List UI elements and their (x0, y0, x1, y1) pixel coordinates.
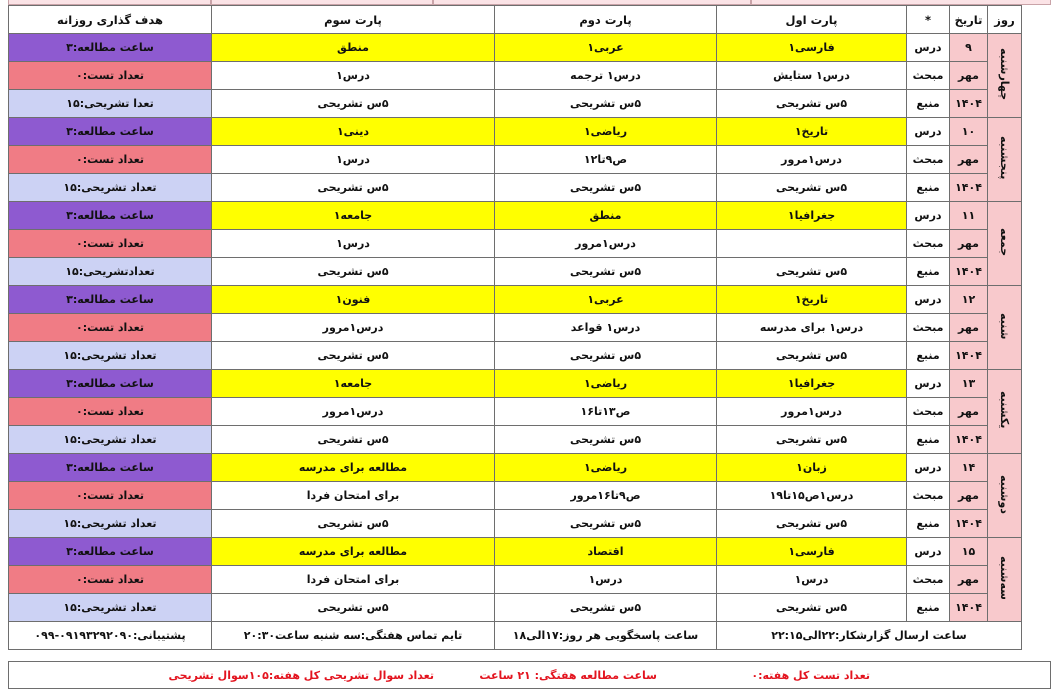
day-row (9, 174, 1022, 202)
part3-cell: فنون۱ (212, 286, 495, 314)
date-cell: ۱۰ (950, 118, 988, 146)
day-row (9, 426, 1022, 454)
part3-cell: ۵س تشریحی (212, 594, 495, 622)
row-kind-label: مبحث (907, 566, 950, 594)
part3-cell: درس۱مرور (212, 398, 495, 426)
date-cell: ۱۴۰۴ (950, 426, 988, 454)
header-part2: پارت دوم (495, 6, 717, 34)
daily-goal-cell: ساعت مطالعه:۳ (9, 454, 212, 482)
part2-cell: ص۹تا۱۶مرور (495, 482, 717, 510)
day-row (9, 146, 1022, 174)
day-row (9, 202, 1022, 230)
daily-goal-cell: تعداد تشریحی:۱۵ (9, 510, 212, 538)
part3-cell: مطالعه برای مدرسه (212, 454, 495, 482)
day-row (9, 510, 1022, 538)
date-cell: مهر (950, 482, 988, 510)
day-row (9, 482, 1022, 510)
date-cell: ۱۴۰۴ (950, 174, 988, 202)
part2-cell: ۵س تشریحی (495, 594, 717, 622)
part2-cell: ص۹تا۱۲ (495, 146, 717, 174)
part1-cell: جغرافیا۱ (717, 370, 907, 398)
part3-cell: ۵س تشریحی (212, 90, 495, 118)
row-kind-label: مبحث (907, 146, 950, 174)
daily-goal-cell: تعداد تست:۰ (9, 566, 212, 594)
date-cell: مهر (950, 398, 988, 426)
daily-goal-cell: تعداد تست:۰ (9, 230, 212, 258)
part1-cell: ۵س تشریحی (717, 174, 907, 202)
part2-cell: درس۱ قواعد (495, 314, 717, 342)
weekly-plan-table (8, 5, 1022, 650)
daily-goal-cell: تعداد تشریحی:۱۵ (9, 342, 212, 370)
part2-cell: درس۱ ترجمه (495, 62, 717, 90)
day-row (9, 286, 1022, 314)
part3-cell: درس۱ (212, 230, 495, 258)
row-kind-label: مبحث (907, 314, 950, 342)
plan-body (9, 34, 1022, 622)
daily-goal-cell: تعداد تست:۰ (9, 146, 212, 174)
date-cell: مهر (950, 146, 988, 174)
part1-cell: درس۱مرور (717, 146, 907, 174)
day-row (9, 342, 1022, 370)
weekly-summary-bar (8, 661, 1051, 689)
day-row (9, 398, 1022, 426)
header-part1: پارت اول (717, 6, 907, 34)
part1-cell: درس۱ برای مدرسه (717, 314, 907, 342)
date-cell: ۱۵ (950, 538, 988, 566)
row-kind-label: مبحث (907, 482, 950, 510)
part2-cell: منطق (495, 202, 717, 230)
part2-cell: ۵س تشریحی (495, 342, 717, 370)
part3-cell: برای امتحان فردا (212, 566, 495, 594)
summary-descriptive-total: تعداد سوال تشریحی کل هفته:۱۰۵سوال تشریحی (168, 669, 434, 682)
day-name: یکشنبه (998, 391, 1011, 429)
header-part3: پارت سوم (212, 6, 495, 34)
part2-cell: ۵س تشریحی (495, 174, 717, 202)
header-kind: * (907, 6, 950, 34)
daily-goal-cell: تعدا تشریحی:۱۵ (9, 90, 212, 118)
daily-goal-cell: ساعت مطالعه:۳ (9, 538, 212, 566)
date-cell: مهر (950, 230, 988, 258)
part2-cell: ص۱۳تا۱۶ (495, 398, 717, 426)
row-kind-label: درس (907, 202, 950, 230)
date-cell: ۱۴۰۴ (950, 594, 988, 622)
day-name: پنجشنبه (998, 136, 1011, 180)
part3-cell: برای امتحان فردا (212, 482, 495, 510)
part3-cell: جامعه۱ (212, 370, 495, 398)
day-row (9, 230, 1022, 258)
part1-cell: تاریخ۱ (717, 286, 907, 314)
row-kind-label: درس (907, 454, 950, 482)
day-row (9, 258, 1022, 286)
daily-goal-cell: تعداد تشریحی:۱۵ (9, 594, 212, 622)
day-name-cell (988, 34, 1022, 118)
footer-contact-time: تایم تماس هفتگی:سه شنبه ساعت۲۰:۳۰ (212, 622, 495, 650)
day-name: سه‌شنبه (998, 556, 1011, 600)
part3-cell: جامعه۱ (212, 202, 495, 230)
part1-cell: زبان۱ (717, 454, 907, 482)
part3-cell: منطق (212, 34, 495, 62)
daily-goal-cell: ساعت مطالعه:۳ (9, 202, 212, 230)
row-kind-label: منبع (907, 594, 950, 622)
part3-cell: درس۱مرور (212, 314, 495, 342)
footer-support: پشتیبانی:۰۹۱۹۳۲۹۲۰۹۰-۰۹۹ (9, 622, 212, 650)
header-row (9, 6, 1022, 34)
day-name-cell (988, 286, 1022, 370)
header-date: تاریخ (950, 6, 988, 34)
date-cell: ۱۱ (950, 202, 988, 230)
part3-cell: درس۱ (212, 62, 495, 90)
row-kind-label: مبحث (907, 62, 950, 90)
part3-cell: مطالعه برای مدرسه (212, 538, 495, 566)
row-kind-label: منبع (907, 510, 950, 538)
day-row (9, 370, 1022, 398)
daily-goal-cell: تعداد تشریحی:۱۵ (9, 426, 212, 454)
part2-cell: عربی۱ (495, 34, 717, 62)
part1-cell: فارسی۱ (717, 538, 907, 566)
part3-cell: ۵س تشریحی (212, 174, 495, 202)
part2-cell: اقتصاد (495, 538, 717, 566)
row-kind-label: منبع (907, 174, 950, 202)
daily-goal-cell: تعدادتشریحی:۱۵ (9, 258, 212, 286)
day-row (9, 62, 1022, 90)
date-cell: مهر (950, 314, 988, 342)
daily-goal-cell: تعداد تست:۰ (9, 482, 212, 510)
day-row (9, 538, 1022, 566)
part1-cell: ۵س تشریحی (717, 342, 907, 370)
daily-goal-cell: ساعت مطالعه:۳ (9, 370, 212, 398)
summary-tests-total: تعداد تست کل هفته:۰ (751, 669, 870, 682)
daily-goal-cell: تعداد تست:۰ (9, 398, 212, 426)
row-kind-label: درس (907, 34, 950, 62)
day-row (9, 566, 1022, 594)
day-name: شنبه (998, 312, 1011, 340)
day-row (9, 594, 1022, 622)
part3-cell: درس۱ (212, 146, 495, 174)
day-name-cell (988, 454, 1022, 538)
day-row (9, 314, 1022, 342)
date-cell: ۹ (950, 34, 988, 62)
day-row (9, 34, 1022, 62)
part1-cell: ۵س تشریحی (717, 90, 907, 118)
day-row (9, 90, 1022, 118)
day-name-cell (988, 538, 1022, 622)
part2-cell: عربی۱ (495, 286, 717, 314)
part1-cell: ۵س تشریحی (717, 426, 907, 454)
date-cell: ۱۴۰۴ (950, 90, 988, 118)
day-name: دوشنبه (998, 474, 1011, 514)
day-name: جمعه (998, 227, 1011, 257)
part1-cell (717, 230, 907, 258)
day-row (9, 454, 1022, 482)
part3-cell: ۵س تشریحی (212, 258, 495, 286)
date-cell: ۱۴۰۴ (950, 258, 988, 286)
part2-cell: ۵س تشریحی (495, 90, 717, 118)
part1-cell: درس۱ ستایش (717, 62, 907, 90)
part3-cell: ۵س تشریحی (212, 426, 495, 454)
part1-cell: درس۱ (717, 566, 907, 594)
part1-cell: ۵س تشریحی (717, 594, 907, 622)
day-name-cell (988, 118, 1022, 202)
date-cell: ۱۲ (950, 286, 988, 314)
summary-study-hours: ساعت مطالعه هفتگی: ۲۱ ساعت (479, 669, 657, 682)
part3-cell: ۵س تشریحی (212, 510, 495, 538)
part3-cell: ۵س تشریحی (212, 342, 495, 370)
footer-report-time: ساعت ارسال گزارشکار:۲۲الی۲۲:۱۵ (717, 622, 1022, 650)
part2-cell: ریاضی۱ (495, 454, 717, 482)
date-cell: مهر (950, 566, 988, 594)
part2-cell: ریاضی۱ (495, 370, 717, 398)
day-name-cell (988, 202, 1022, 286)
part2-cell: ۵س تشریحی (495, 426, 717, 454)
row-kind-label: درس (907, 118, 950, 146)
row-kind-label: درس (907, 538, 950, 566)
row-kind-label: منبع (907, 258, 950, 286)
date-cell: ۱۴ (950, 454, 988, 482)
date-cell: مهر (950, 62, 988, 90)
row-kind-label: منبع (907, 90, 950, 118)
row-kind-label: منبع (907, 426, 950, 454)
daily-goal-cell: ساعت مطالعه:۳ (9, 118, 212, 146)
footer-answer-time: ساعت پاسخگویی هر روز:۱۷الی۱۸ (495, 622, 717, 650)
date-cell: ۱۴۰۴ (950, 510, 988, 538)
part2-cell: درس۱مرور (495, 230, 717, 258)
daily-goal-cell: ساعت مطالعه:۳ (9, 34, 212, 62)
daily-goal-cell: تعداد تست:۰ (9, 62, 212, 90)
part1-cell: درس۱ص۱۵تا۱۹ (717, 482, 907, 510)
part1-cell: تاریخ۱ (717, 118, 907, 146)
row-kind-label: درس (907, 286, 950, 314)
row-kind-label: درس (907, 370, 950, 398)
date-cell: ۱۳ (950, 370, 988, 398)
part1-cell: ۵س تشریحی (717, 258, 907, 286)
daily-goal-cell: ساعت مطالعه:۳ (9, 286, 212, 314)
part2-cell: ۵س تشریحی (495, 258, 717, 286)
footer-row (9, 622, 1022, 650)
header-goal: هدف گذاری روزانه (9, 6, 212, 34)
day-name: چهارشنبه (998, 47, 1011, 101)
day-name-cell (988, 370, 1022, 454)
part2-cell: ۵س تشریحی (495, 510, 717, 538)
daily-goal-cell: تعداد تشریحی:۱۵ (9, 174, 212, 202)
date-cell: ۱۴۰۴ (950, 342, 988, 370)
part1-cell: فارسی۱ (717, 34, 907, 62)
header-day: روز (988, 6, 1022, 34)
part1-cell: ۵س تشریحی (717, 510, 907, 538)
part1-cell: درس۱مرور (717, 398, 907, 426)
day-row (9, 118, 1022, 146)
part3-cell: دینی۱ (212, 118, 495, 146)
row-kind-label: مبحث (907, 398, 950, 426)
daily-goal-cell: تعداد تست:۰ (9, 314, 212, 342)
row-kind-label: منبع (907, 342, 950, 370)
part2-cell: ریاضی۱ (495, 118, 717, 146)
row-kind-label: مبحث (907, 230, 950, 258)
part1-cell: جغرافیا۱ (717, 202, 907, 230)
part2-cell: درس۱ (495, 566, 717, 594)
